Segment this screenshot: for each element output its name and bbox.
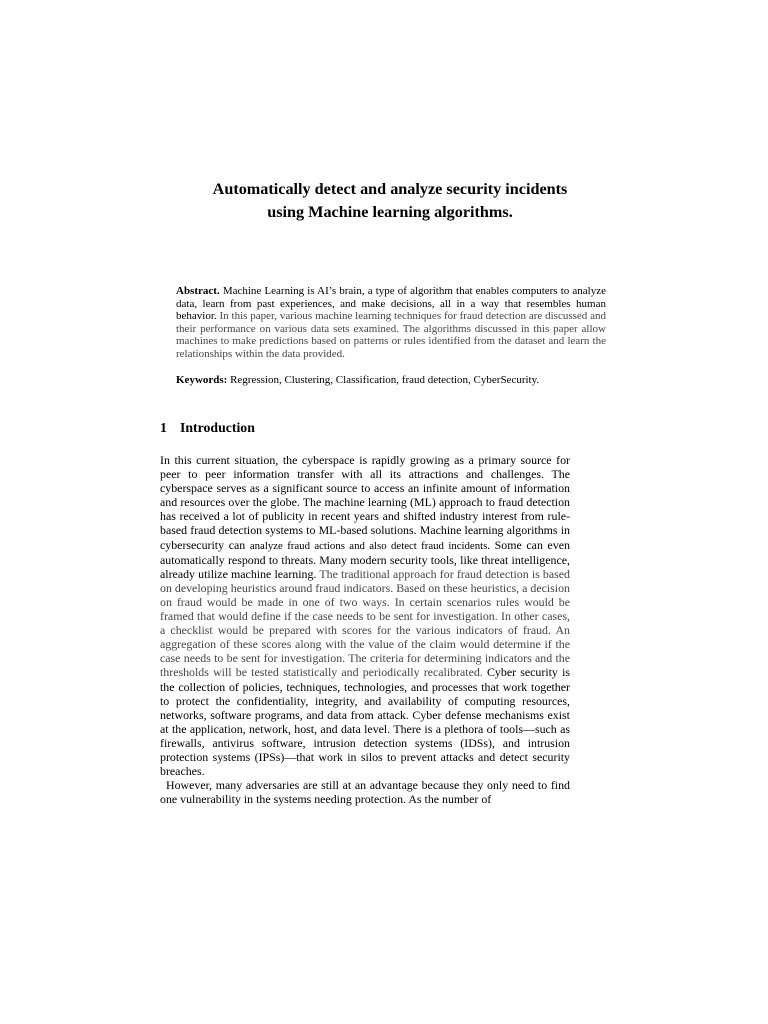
body-text	[160, 453, 570, 806]
keywords-label: Keywords:	[176, 374, 228, 386]
paragraph-text: Cyber security is the collection of policies, techniques, technologies, and processes that work together to protect the confidentiality, integrity, and availability of computing resources, networks, software programs, and data from attack. Cyber defense mechanisms exist at the application, network, host, and data level. There is a plethora of tools—such as firewalls, antivirus software, intrusion detection systems (IDSs), and intrusion protection systems (IPSs)—that work in silos to prevent attacks and detect security breaches.	[160, 665, 570, 779]
title-line-2: using Machine learning algorithms.	[267, 203, 513, 221]
abstract-text-1: Machine Learning is AI’s brain, a type of algorithm that enables computers to analyze data, learn from past experiences, and make decisions, all in a way that resembles human behavior.	[176, 285, 606, 323]
paragraph-text: The traditional approach for fraud detection is based on developing heuristics around fraud indicators. Based on these heuristics, a decision on fraud would be made in one of two ways. In certain scenarios rules would be framed that would define if the case needs to be sent for investigation. In other cases, a checklist would be prepared with scores for the various indicators of fraud. An aggregation of these scores along with the value of the claim would determine if the case needs to be sent for investigation. The criteria for determining indicators and the thresholds will be tested statistically and periodically recalibrated.	[160, 566, 570, 680]
paragraph-text: In this current situation, the cyberspace is rapidly growing as a primary source for peer to peer information transfer with all its attractions and challenges. The cyberspace serves as a significant source to access an infinite amount of information and resources over the globe. The machine learning (ML) approach to fraud detection has received a lot of publicity in recent years and shifted industry interest from rule-based fraud detection systems to ML-based solutions. Machine learning algorithms in cybersecurity can	[160, 453, 570, 552]
paragraph	[160, 778, 570, 806]
abstract-text-3: The algorithms discussed in this paper allow machines to make predictions based on patterns or rules identified from the dataset and learn the relationships within the data provided.	[176, 322, 606, 360]
section-title: Introduction	[180, 420, 255, 435]
abstract-text-2: In this paper, various machine learning techniques for fraud detection are discussed and their performance on various data sets examined.	[176, 310, 607, 335]
title-line-1: Automatically detect and analyze security incidents	[212, 180, 568, 198]
paper-title	[150, 178, 630, 224]
section-heading	[160, 419, 255, 437]
keywords-text: Regression, Clustering, Classification, fraud detection, CyberSecurity.	[230, 374, 540, 386]
abstract	[176, 285, 606, 361]
paragraph-text: Some can even automatically respond to threats. Many modern security tools, like threat intelligence, already utilize machine learning.	[160, 537, 570, 581]
section-number: 1	[160, 420, 167, 435]
paragraph-text: However, many adversaries are still at an advantage because they only need to find one vulnerability in the systems needing protection. As the number of	[160, 778, 570, 807]
abstract-label: Abstract.	[176, 285, 220, 297]
keywords	[176, 374, 606, 387]
paragraph	[160, 453, 570, 778]
paragraph-text: analyze fraud actions and also detect fraud incidents.	[249, 539, 491, 552]
